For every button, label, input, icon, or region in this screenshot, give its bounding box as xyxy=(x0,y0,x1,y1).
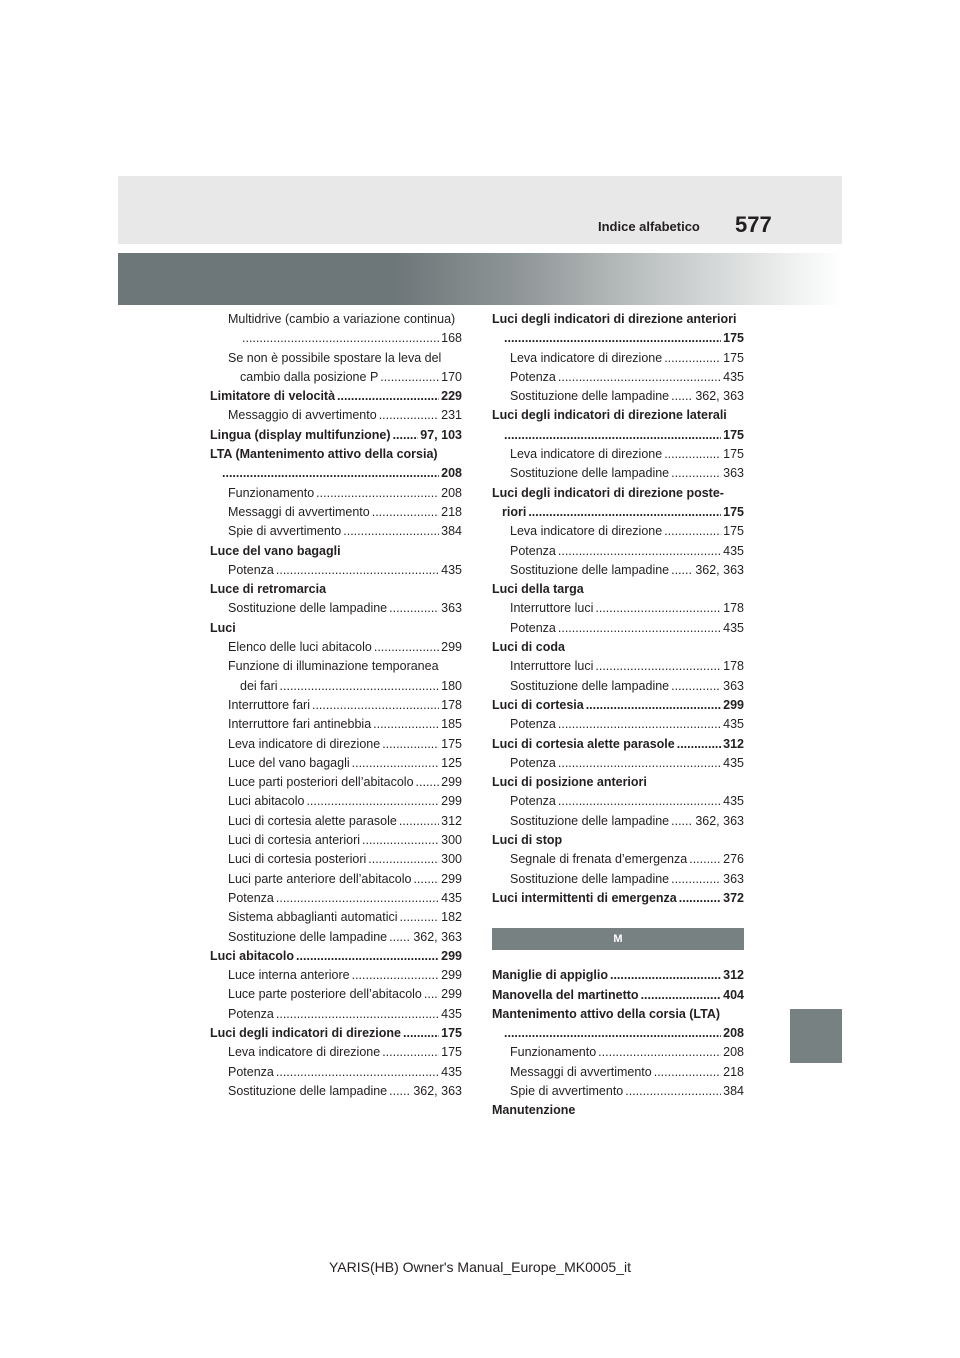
entry-label: Sostituzione delle lampadine xyxy=(228,1083,388,1098)
page-reference[interactable]: 178 xyxy=(441,697,462,712)
dot-leader xyxy=(595,657,721,676)
entry-label: Luce del vano bagagli xyxy=(228,755,350,770)
page-reference[interactable]: 435 xyxy=(723,543,744,558)
entry-label: Funzionamento xyxy=(228,485,315,500)
index-subentry xyxy=(492,657,744,676)
page-reference[interactable]: 178 xyxy=(723,601,744,616)
page-reference[interactable]: 363 xyxy=(723,466,744,481)
index-entry xyxy=(210,387,462,406)
dot-leader xyxy=(689,850,721,869)
dot-leader xyxy=(276,889,439,908)
page-reference[interactable]: 218 xyxy=(441,504,462,519)
page-reference[interactable]: 362, 363 xyxy=(695,813,744,828)
page-reference[interactable]: 175 xyxy=(723,447,744,462)
entry-label: Sostituzione delle lampadine xyxy=(510,813,670,828)
dot-leader xyxy=(416,773,440,792)
index-subentry xyxy=(210,812,462,831)
dot-leader xyxy=(372,503,439,522)
entry-label: Luci abitacolo xyxy=(228,794,305,809)
entry-label: dei fari xyxy=(240,678,278,693)
index-entry-heading: LTA (Mantenimento attivo della corsia) xyxy=(210,447,438,462)
entry-label: Segnale di frenata d’emergenza xyxy=(510,852,688,867)
index-subentry xyxy=(210,406,462,425)
dot-leader xyxy=(671,561,693,580)
dot-leader xyxy=(558,542,721,561)
dot-leader xyxy=(389,599,439,618)
entry-label: Luci di cortesia posteriori xyxy=(228,852,367,867)
entry-label: Funzionamento xyxy=(510,1045,597,1060)
dot-leader xyxy=(403,1024,439,1043)
page-reference[interactable]: 435 xyxy=(723,717,744,732)
dot-leader xyxy=(558,754,721,773)
index-subentry xyxy=(210,831,462,850)
dot-leader xyxy=(625,1082,721,1101)
index-subentry xyxy=(492,426,744,445)
entry-label: Sostituzione delle lampadine xyxy=(228,601,388,616)
index-subentry xyxy=(210,889,462,908)
page-reference[interactable]: 435 xyxy=(441,1006,462,1021)
entry-label: Potenza xyxy=(510,620,556,635)
entry-label: Messaggi di avvertimento xyxy=(228,504,370,519)
page-reference[interactable]: 175 xyxy=(441,1025,462,1040)
index-entry-heading: Mantenimento attivo della corsia (LTA) xyxy=(492,1006,721,1021)
dot-leader xyxy=(393,426,419,445)
page-reference[interactable]: 299 xyxy=(441,871,462,886)
index-subentry-text: Funzione di illuminazione temporanea xyxy=(228,659,439,674)
index-subentry xyxy=(492,349,744,368)
index-subentry xyxy=(210,850,462,869)
entry-label: Luci di cortesia anteriori xyxy=(228,833,361,848)
index-subentry xyxy=(492,522,744,541)
dot-leader xyxy=(276,1005,439,1024)
page-reference[interactable]: 208 xyxy=(441,485,462,500)
dot-leader xyxy=(679,889,721,908)
page-reference[interactable]: 363 xyxy=(723,678,744,693)
page-reference[interactable]: 299 xyxy=(441,948,462,963)
page-reference[interactable]: 229 xyxy=(441,389,462,404)
page-reference[interactable]: 384 xyxy=(441,524,462,539)
entry-label: Elenco delle luci abitacolo xyxy=(228,640,372,655)
letter-section-band: M xyxy=(492,928,744,950)
page-reference[interactable]: 168 xyxy=(441,331,462,346)
page-reference[interactable]: 362, 363 xyxy=(695,389,744,404)
page-reference[interactable]: 170 xyxy=(441,369,462,384)
index-subentry-text: Multidrive (cambio a variazione continua) xyxy=(228,312,456,326)
dot-leader xyxy=(276,561,439,580)
section-title: Indice alfabetico xyxy=(598,219,700,234)
entry-label: Potenza xyxy=(228,1064,274,1079)
index-subentry xyxy=(492,368,744,387)
index-subentry xyxy=(210,773,462,792)
entry-label: Spie di avvertimento xyxy=(510,1083,624,1098)
index-subentry xyxy=(492,1024,744,1043)
index-subentry xyxy=(492,850,744,869)
entry-label: Potenza xyxy=(510,717,556,732)
page-reference[interactable]: 231 xyxy=(441,408,462,423)
page-reference[interactable]: 312 xyxy=(723,736,744,751)
page-reference[interactable]: 175 xyxy=(723,350,744,365)
entry-label: Leva indicatore di direzione xyxy=(228,1045,381,1060)
index-subentry xyxy=(492,754,744,773)
page-reference[interactable]: 363 xyxy=(441,601,462,616)
header-box xyxy=(118,176,842,244)
index-entry-heading: Luci degli indicatori di direzione poste- xyxy=(492,485,724,500)
entry-label: Potenza xyxy=(510,755,556,770)
dot-leader xyxy=(558,619,721,638)
entry-label: Interruttore fari antinebbia xyxy=(228,717,372,732)
index-subentry xyxy=(492,445,744,464)
dot-leader xyxy=(374,638,439,657)
index-subentry xyxy=(492,387,744,406)
page-reference[interactable]: 276 xyxy=(723,852,744,867)
index-entry-heading: Manutenzione xyxy=(492,1103,576,1118)
page-reference[interactable]: 372 xyxy=(723,890,744,905)
entry-label: Sostituzione delle lampadine xyxy=(510,466,670,481)
entry-label: Spie di avvertimento xyxy=(228,524,342,539)
dot-leader xyxy=(558,715,721,734)
index-subentry xyxy=(492,792,744,811)
index-entry xyxy=(210,947,462,966)
index-subentry xyxy=(210,677,462,696)
entry-label: Luce interna anteriore xyxy=(228,968,350,983)
index-subentry xyxy=(210,638,462,657)
entry-label: Potenza xyxy=(510,794,556,809)
dot-leader xyxy=(664,522,721,541)
dot-leader xyxy=(424,985,439,1004)
dot-leader xyxy=(586,696,721,715)
page-reference[interactable]: 178 xyxy=(723,659,744,674)
page-reference[interactable]: 435 xyxy=(441,890,462,905)
page-number: 577 xyxy=(735,212,772,237)
index-subentry-text: Se non è possibile spostare la leva del xyxy=(228,350,442,365)
entry-label: Luci di cortesia xyxy=(492,697,584,712)
dot-leader xyxy=(664,349,721,368)
index-subentry xyxy=(210,928,462,947)
page-reference[interactable]: 312 xyxy=(441,813,462,828)
index-entry xyxy=(492,966,744,985)
index-subentry xyxy=(492,1043,744,1062)
index-subentry xyxy=(210,1063,462,1082)
index-subentry xyxy=(492,619,744,638)
page-reference[interactable]: 175 xyxy=(723,524,744,539)
dot-leader xyxy=(362,831,439,850)
dot-leader xyxy=(352,754,440,773)
dot-leader xyxy=(504,329,721,348)
dot-leader xyxy=(296,947,439,966)
dot-leader xyxy=(352,966,440,985)
page-reference[interactable]: 435 xyxy=(441,1064,462,1079)
page-reference[interactable]: 435 xyxy=(723,755,744,770)
index-subentry xyxy=(210,1082,462,1101)
entry-label: Maniglie di appiglio xyxy=(492,968,608,983)
entry-label: Luci intermittenti di emergenza xyxy=(492,890,677,905)
dot-leader xyxy=(389,1082,411,1101)
index-subentry xyxy=(210,329,462,348)
index-subentry xyxy=(492,715,744,734)
index-subentry xyxy=(492,464,744,483)
index-entry-heading: Luci di stop xyxy=(492,833,563,848)
dot-leader xyxy=(671,464,721,483)
page-reference[interactable]: 299 xyxy=(723,697,744,712)
entry-label: Sostituzione delle lampadine xyxy=(510,389,670,404)
entry-label: Luce parti posteriori dell’abitacolo xyxy=(228,775,414,790)
entry-label: Lingua (display multifunzione) xyxy=(210,427,391,442)
dot-leader xyxy=(664,445,721,464)
index-subentry xyxy=(210,754,462,773)
index-entry xyxy=(492,735,744,754)
index-subentry xyxy=(210,561,462,580)
dot-leader xyxy=(337,387,439,406)
index-entry xyxy=(210,426,462,445)
index-subentry xyxy=(210,368,462,387)
index-subentry xyxy=(210,522,462,541)
index-entry-heading: Luce del vano bagagli xyxy=(210,543,341,558)
dot-leader xyxy=(399,812,439,831)
dot-leader xyxy=(276,1063,439,1082)
index-subentry xyxy=(210,484,462,503)
page-reference[interactable]: 175 xyxy=(723,331,744,346)
entry-label: Potenza xyxy=(228,562,274,577)
page-reference[interactable]: 208 xyxy=(441,466,462,481)
entry-label: Sostituzione delle lampadine xyxy=(510,871,670,886)
page-reference[interactable]: 175 xyxy=(723,504,744,519)
entry-label: Limitatore di velocità xyxy=(210,389,336,404)
entry-label: Potenza xyxy=(510,543,556,558)
index-subentry xyxy=(210,696,462,715)
page-reference[interactable]: 299 xyxy=(441,775,462,790)
page-reference[interactable]: 175 xyxy=(441,1045,462,1060)
page-reference[interactable]: 125 xyxy=(441,755,462,770)
dot-leader xyxy=(242,329,439,348)
page-reference[interactable]: 208 xyxy=(723,1026,744,1041)
index-subentry xyxy=(210,464,462,483)
index-subentry xyxy=(210,985,462,1004)
index-entry-heading: Luci della targa xyxy=(492,582,584,597)
entry-label: Messaggio di avvertimento xyxy=(228,408,377,423)
entry-label: Potenza xyxy=(228,890,274,905)
dot-leader xyxy=(312,696,439,715)
dot-leader xyxy=(671,812,693,831)
dot-leader xyxy=(671,677,721,696)
header-gradient-bar xyxy=(118,253,842,305)
dot-leader xyxy=(671,387,693,406)
page-reference[interactable]: 363 xyxy=(723,871,744,886)
page-reference[interactable]: 404 xyxy=(723,987,744,1002)
index-entry xyxy=(492,986,744,1005)
index-column-right xyxy=(492,310,744,1121)
dot-leader xyxy=(641,986,722,1005)
entry-label: riori xyxy=(502,504,527,519)
entry-label: Luci abitacolo xyxy=(210,948,295,963)
index-entry-heading: Luci xyxy=(210,620,236,635)
dot-leader xyxy=(382,1043,439,1062)
page-reference[interactable]: 97, 103 xyxy=(420,427,462,442)
index-entry xyxy=(492,696,744,715)
index-entry-heading: Luci degli indicatori di direzione anteriori xyxy=(492,312,737,326)
index-subentry xyxy=(210,908,462,927)
entry-label: Interruttore luci xyxy=(510,601,594,616)
entry-label: Leva indicatore di direzione xyxy=(510,524,663,539)
footer-text: YARIS(HB) Owner's Manual_Europe_MK0005_it xyxy=(329,1259,631,1275)
page-reference[interactable]: 180 xyxy=(441,678,462,693)
dot-leader xyxy=(504,426,721,445)
page-reference[interactable]: 362, 363 xyxy=(695,562,744,577)
index-entry-heading: Luci degli indicatori di direzione laterali xyxy=(492,408,727,423)
dot-leader xyxy=(504,1024,721,1043)
dot-leader xyxy=(280,677,440,696)
dot-leader xyxy=(598,1043,721,1062)
index-entry-heading: Luci di coda xyxy=(492,640,565,655)
page-reference[interactable]: 435 xyxy=(723,369,744,384)
entry-label: Potenza xyxy=(228,1006,274,1021)
dot-leader xyxy=(368,850,439,869)
dot-leader xyxy=(671,870,721,889)
dot-leader xyxy=(316,484,439,503)
entry-label: Luci degli indicatori di direzione xyxy=(210,1025,401,1040)
dot-leader xyxy=(306,792,439,811)
entry-label: cambio dalla posizione P xyxy=(240,369,379,384)
entry-label: Sistema abbaglianti automatici xyxy=(228,910,398,925)
index-subentry xyxy=(210,735,462,754)
index-subentry xyxy=(492,870,744,889)
index-subentry xyxy=(210,1043,462,1062)
entry-label: Leva indicatore di direzione xyxy=(510,447,663,462)
page-reference[interactable]: 362, 363 xyxy=(413,929,462,944)
index-subentry xyxy=(210,870,462,889)
page-reference[interactable]: 384 xyxy=(723,1083,744,1098)
index-subentry xyxy=(210,503,462,522)
dot-leader xyxy=(222,464,439,483)
page-reference[interactable]: 299 xyxy=(441,794,462,809)
entry-label: Luce parte posteriore dell’abitacolo xyxy=(228,987,422,1002)
entry-label: Sostituzione delle lampadine xyxy=(510,562,670,577)
entry-label: Potenza xyxy=(510,369,556,384)
index-subentry xyxy=(210,599,462,618)
page-reference[interactable]: 435 xyxy=(723,794,744,809)
page-reference[interactable]: 312 xyxy=(723,968,744,983)
entry-label: Interruttore luci xyxy=(510,659,594,674)
page-reference[interactable]: 435 xyxy=(441,562,462,577)
index-subentry xyxy=(210,966,462,985)
index-subentry xyxy=(492,561,744,580)
dot-leader xyxy=(610,966,721,985)
dot-leader xyxy=(373,715,439,734)
page-reference[interactable]: 185 xyxy=(441,717,462,732)
index-subentry xyxy=(492,812,744,831)
dot-leader xyxy=(595,599,721,618)
index-entry xyxy=(210,1024,462,1043)
entry-label: Sostituzione delle lampadine xyxy=(228,929,388,944)
dot-leader xyxy=(677,735,721,754)
entry-label: Leva indicatore di direzione xyxy=(510,350,663,365)
page-reference[interactable]: 300 xyxy=(441,833,462,848)
index-subentry xyxy=(492,599,744,618)
page-reference[interactable]: 299 xyxy=(441,640,462,655)
index-subentry xyxy=(492,503,744,522)
page-reference[interactable]: 175 xyxy=(723,427,744,442)
index-entry-heading: Luce di retromarcia xyxy=(210,582,327,597)
index-column-left xyxy=(210,310,462,1101)
page-reference[interactable]: 218 xyxy=(723,1064,744,1079)
page-reference[interactable]: 208 xyxy=(723,1045,744,1060)
page-reference[interactable]: 182 xyxy=(441,910,462,925)
dot-leader xyxy=(379,406,439,425)
page-reference[interactable]: 299 xyxy=(441,987,462,1002)
index-subentry xyxy=(210,1005,462,1024)
entry-label: Messaggi di avvertimento xyxy=(510,1064,652,1079)
entry-label: Leva indicatore di direzione xyxy=(228,736,381,751)
index-subentry xyxy=(210,715,462,734)
index-subentry xyxy=(492,1063,744,1082)
dot-leader xyxy=(558,792,721,811)
index-subentry xyxy=(210,792,462,811)
index-entry xyxy=(492,889,744,908)
entry-label: Sostituzione delle lampadine xyxy=(510,678,670,693)
index-subentry xyxy=(492,677,744,696)
thumb-index-tab xyxy=(790,1009,842,1063)
page-reference[interactable]: 362, 363 xyxy=(413,1083,462,1098)
entry-label: Luci di cortesia alette parasole xyxy=(492,736,675,751)
dot-leader xyxy=(413,870,439,889)
dot-leader xyxy=(389,928,411,947)
index-entry-heading: Luci di posizione anteriori xyxy=(492,775,647,790)
dot-leader xyxy=(380,368,439,387)
index-subentry xyxy=(492,542,744,561)
dot-leader xyxy=(654,1063,721,1082)
entry-label: Manovella del martinetto xyxy=(492,987,639,1002)
entry-label: Interruttore fari xyxy=(228,697,310,712)
page-reference[interactable]: 175 xyxy=(441,736,462,751)
dot-leader xyxy=(343,522,439,541)
page-reference[interactable]: 435 xyxy=(723,620,744,635)
page-reference[interactable]: 299 xyxy=(441,968,462,983)
dot-leader xyxy=(382,735,439,754)
page-reference[interactable]: 300 xyxy=(441,852,462,867)
index-subentry xyxy=(492,329,744,348)
dot-leader xyxy=(558,368,721,387)
dot-leader xyxy=(400,908,440,927)
entry-label: Luci di cortesia alette parasole xyxy=(228,813,397,828)
dot-leader xyxy=(528,503,721,522)
entry-label: Luci parte anteriore dell’abitacolo xyxy=(228,871,412,886)
index-subentry xyxy=(492,1082,744,1101)
